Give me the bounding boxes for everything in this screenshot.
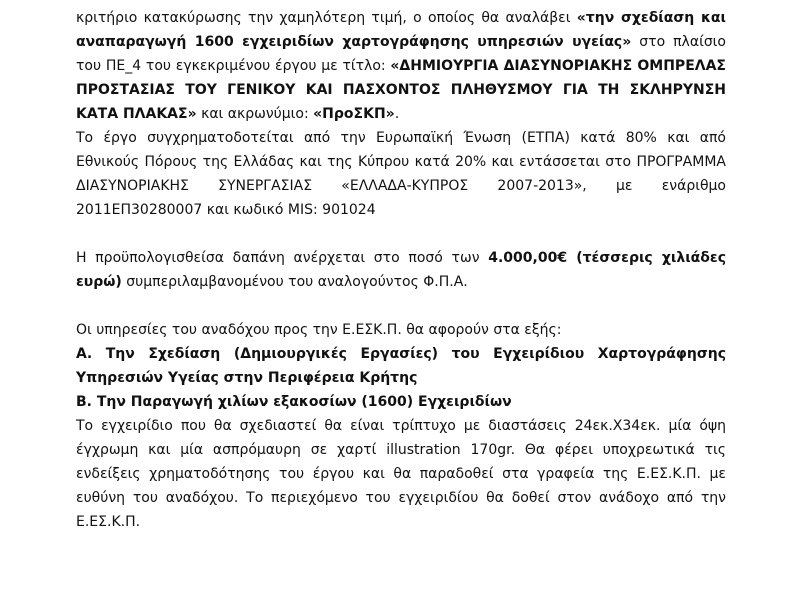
bold-project-title: «ΔΗΜΙΟΥΡΓΙΑ ΔΙΑΣΥΝΟΡΙΑΚΗΣ ΟΜΠΡΕΛΑΣ ΠΡΟΣΤΑΣΙΑΣ ΤΟΥ ΓΕΝΙΚΟΥ ΚΑΙ ΠΑΣΧΟΝΤΟΣ ΠΛΗΘΥΣΜΟΥ ΓΙΑ ΤΗ ΣΚΛΗΡΥΝΣΗ ΚΑΤΑ ΠΛΑΚΑΣ» xyxy=(76,58,726,122)
item-b-production xyxy=(76,390,726,414)
bold-text: «την σχεδίαση και αναπαραγωγή 1600 εγχειριδίων χαρτογράφησης υπηρεσιών υγείας» xyxy=(76,10,726,50)
bold-amount: 4.000,00€ (τέσσερις χιλιάδες ευρώ) xyxy=(76,250,726,290)
paragraph-handbook-specs: Το εγχειρίδιο που θα σχεδιαστεί θα είναι τρίπτυχο με διαστάσεις 24εκ.Χ34εκ. μία όψη έγχρωμη και μία ασπρόμαυρη σε χαρτί illustration 170gr. Θα φέρει υποχρεωτικά τις ενδείξεις χρηματοδότησης του έργου και θα παραδοθεί στα γραφεία της Ε.ΕΣ.Κ.Π. με ευθύνη του αναδόχου. Το περιεχόμενο του εγχειριδίου θα δοθεί στον ανάδοχο από την Ε.ΕΣ.Κ.Π. xyxy=(76,418,726,530)
bold-item-b: Β. Την Παραγωγή χιλίων εξακοσίων (1600) Εγχειριδίων xyxy=(76,394,512,410)
paragraph-award-criteria xyxy=(76,6,726,126)
text-segment: . xyxy=(394,106,400,122)
paragraph-funding: Το έργο συγχρηματοδοτείται από την Ευρωπαϊκή Ένωση (ΕΤΠΑ) κατά 80% και από Εθνικούς Πόρους της Ελλάδας και της Κύπρου κατά 20% και εντάσσεται στο ΠΡΟΓΡΑΜΜΑ ΔΙΑΣΥΝΟΡΙΑΚΗΣ ΣΥΝΕΡΓΑΣΙΑΣ «ΕΛΛΑΔΑ-ΚΥΠΡΟΣ 2007-2013», με ενάριθμο 2011ΕΠ30280007 και κωδικό MIS: 901024 xyxy=(76,130,726,218)
text-segment: Η προϋπολογισθείσα δαπάνη ανέρχεται στο ποσό των xyxy=(76,250,489,266)
spacer xyxy=(76,294,726,318)
item-a-design xyxy=(76,342,726,390)
paragraph-services-intro: Οι υπηρεσίες του αναδόχου προς την Ε.ΕΣΚ.Π. θα αφορούν στα εξής: xyxy=(76,322,562,338)
paragraph-budget xyxy=(76,246,726,294)
text-segment: συμπεριλαμβανομένου του αναλογούντος Φ.Π.Α. xyxy=(121,274,468,290)
bold-item-a: Α. Την Σχεδίαση (Δημιουργικές Εργασίες) του Εγχειρίδιου Χαρτογράφησης Υπηρεσιών Υγείας στην Περιφέρεια Κρήτης xyxy=(76,346,726,386)
spacer xyxy=(76,222,726,246)
bold-acronym: «ΠροΣΚΠ» xyxy=(313,106,395,122)
text-segment: και ακρωνύμιο: xyxy=(196,106,314,122)
document-body xyxy=(76,6,726,534)
text-segment: στο πλαίσιο του ΠΕ_4 του εγκεκριμένου έργου με τίτλο: xyxy=(76,34,726,74)
text-segment: κριτήριο κατακύρωσης την χαμηλότερη τιμή, ο οποίος θα αναλάβει xyxy=(76,10,577,26)
